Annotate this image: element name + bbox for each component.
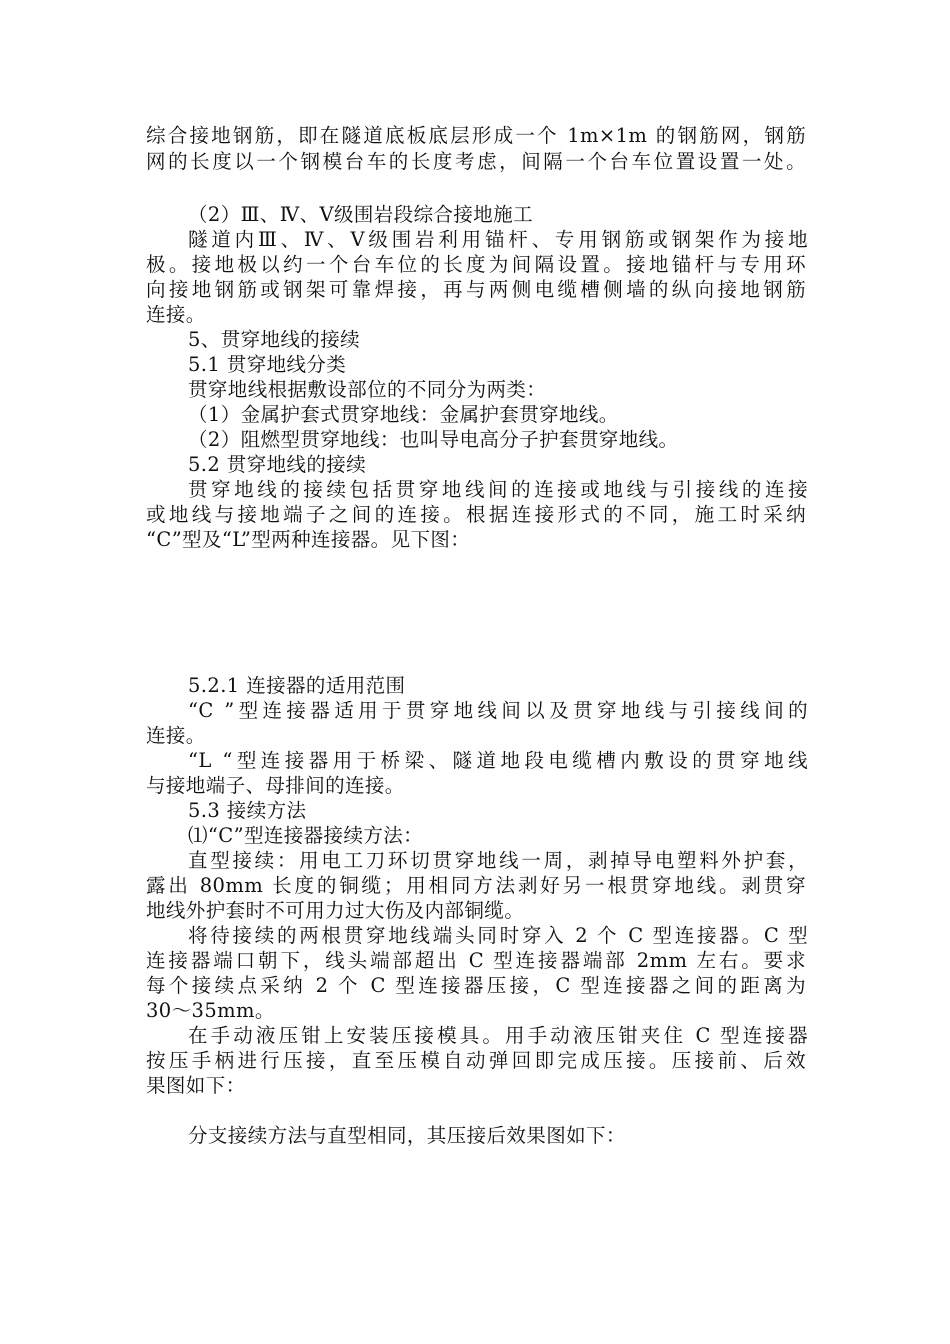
paragraph-line: “C”型及“L”型两种连接器。见下图： — [146, 528, 471, 551]
subsection-heading: 5.2.1 连接器的适用范围 — [188, 674, 406, 697]
paragraph-line: 在手动液压钳上安装压接模具。用手动液压钳夹住 C 型连接器 — [188, 1024, 808, 1047]
section-heading: （2）Ⅲ、Ⅳ、Ⅴ级围岩段综合接地施工 — [188, 203, 533, 226]
paragraph-line: 按压手柄进行压接，直至压模自动弹回即完成压接。压接前、后效 — [146, 1049, 806, 1072]
paragraph-line: 30～35mm。 — [146, 999, 275, 1022]
paragraph-line: 直型接续：用电工刀环切贯穿地线一周，剥掉导电塑料外护套， — [188, 849, 808, 872]
paragraph-line: 极。接地极以约一个台车位的长度为间隔设置。接地锚杆与专用环 — [146, 253, 806, 276]
paragraph-line: 综合接地钢筋，即在隧道底板底层形成一个 1m×1m 的钢筋网，钢筋 — [146, 124, 806, 147]
paragraph-line: 连接。 — [146, 303, 206, 326]
paragraph-line: 贯穿地线根据敷设部位的不同分为两类： — [188, 378, 547, 401]
paragraph-line: 每个接续点采纳 2 个 C 型连接器压接，C 型连接器之间的距离为 — [146, 974, 806, 997]
paragraph-line: 贯穿地线的接续包括贯穿地线间的连接或地线与引接线的连接 — [188, 478, 808, 501]
paragraph-line: “L “型连接器用于桥梁、隧道地段电缆槽内敷设的贯穿地线 — [188, 749, 808, 772]
list-item: （2）阻燃型贯穿地线：也叫导电高分子护套贯穿地线。 — [188, 428, 679, 451]
section-heading: 5、贯穿地线的接续 — [188, 328, 361, 351]
figure-placeholder — [146, 1100, 806, 1120]
list-item: ⑴“C”型连接器接续方法： — [188, 824, 424, 847]
paragraph-line: 连接。 — [146, 724, 206, 747]
paragraph-line: 果图如下： — [146, 1074, 246, 1097]
subsection-heading: 5.1 贯穿地线分类 — [188, 353, 347, 376]
paragraph-line: 分支接续方法与直型相同，其压接后效果图如下： — [188, 1124, 626, 1147]
figure-placeholder — [146, 556, 806, 670]
paragraph-line: 隧道内Ⅲ、Ⅳ、Ⅴ级围岩利用锚杆、专用钢筋或钢架作为接地 — [188, 228, 808, 251]
paragraph-line: 地线外护套时不可用力过大伤及内部铜缆。 — [146, 899, 525, 922]
paragraph-line: 网的长度以一个钢模台车的长度考虑，间隔一个台车位置设置一处。 — [146, 150, 806, 173]
list-item: （1）金属护套式贯穿地线：金属护套贯穿地线。 — [188, 403, 619, 426]
paragraph-line: 连接器端口朝下，线头端部超出 C 型连接器端部 2mm 左右。要求 — [146, 949, 806, 972]
paragraph-line: 露出 80mm 长度的铜缆；用相同方法剥好另一根贯穿地线。剥贯穿 — [146, 874, 806, 897]
subsection-heading: 5.2 贯穿地线的接续 — [188, 453, 367, 476]
subsection-heading: 5.3 接续方法 — [188, 799, 307, 822]
paragraph-line: 向接地钢筋或钢架可靠焊接，再与两侧电缆槽侧墙的纵向接地钢筋 — [146, 278, 806, 301]
paragraph-line: “C ”型连接器适用于贯穿地线间以及贯穿地线与引接线间的 — [188, 699, 808, 722]
paragraph-line: 或地线与接地端子之间的连接。根据连接形式的不同，施工时采纳 — [146, 503, 806, 526]
paragraph-line: 与接地端子、母排间的连接。 — [146, 774, 405, 797]
paragraph-line: 将待接续的两根贯穿地线端头同时穿入 2 个 C 型连接器。C 型 — [188, 924, 808, 947]
